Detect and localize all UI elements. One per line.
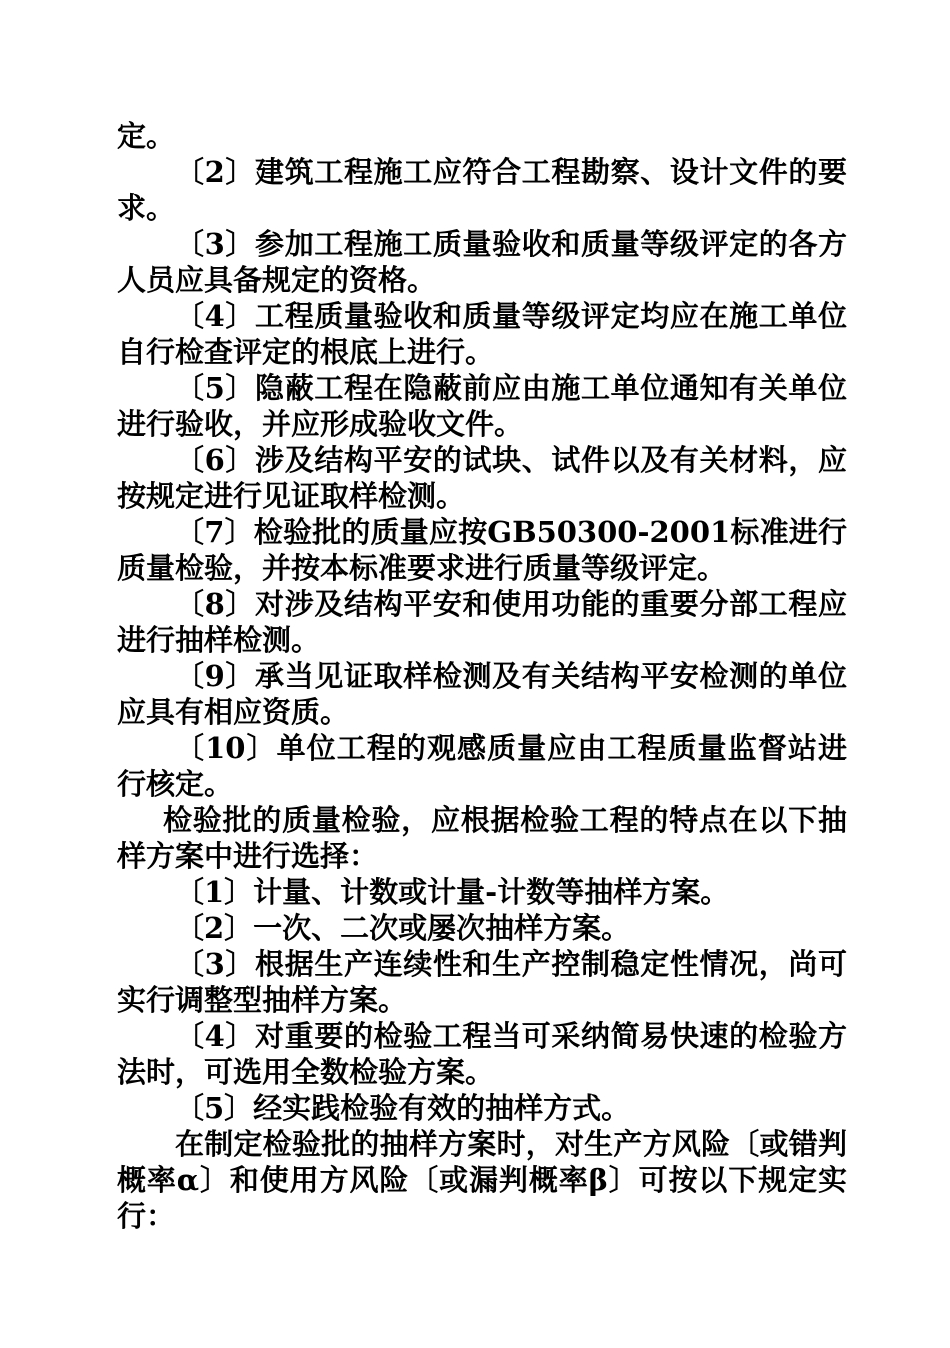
paragraph-fragment: 定。 xyxy=(117,119,176,153)
paragraph-sampling-option-2: 〔2〕一次、二次或屡次抽样方案。 xyxy=(175,911,631,945)
paragraph-item-5-concealed-works: 〔5〕隐蔽工程在隐蔽前应由施工单位通知有关单位进行验收，并应形成验收文件。 xyxy=(117,371,847,441)
paragraph-item-3-qualification: 〔3〕参加工程施工质量验收和质量等级评定的各方人员应具备规定的资格。 xyxy=(117,227,847,297)
paragraph-item-4-self-inspection: 〔4〕工程质量验收和质量等级评定均应在施工单位自行检查评定的根底上进行。 xyxy=(117,299,847,369)
paragraph-item-7-inspection-lot: 〔7〕检验批的质量应按GB50300-2001标准进行质量检验，并按本标准要求进行质量等级评定。 xyxy=(117,515,847,585)
paragraph-item-8-sampling-test: 〔8〕对涉及结构平安和使用功能的重要分部工程应进行抽样检测。 xyxy=(117,587,847,657)
paragraph-item-10-appearance-quality: 〔10〕单位工程的观感质量应由工程质量监督站进行核定。 xyxy=(117,731,847,801)
paragraph-sampling-option-4: 〔4〕对重要的检验工程当可采纳简易快速的检验方法时，可选用全数检验方案。 xyxy=(117,1019,847,1089)
paragraph-sampling-option-1: 〔1〕计量、计数或计量-计数等抽样方案。 xyxy=(175,875,730,909)
paragraph-risk-rules: 在制定检验批的抽样方案时，对生产方风险〔或错判概率α〕和使用方风险〔或漏判概率β〕可按以下规定实行： xyxy=(117,1127,847,1233)
paragraph-item-9-qualified-unit: 〔9〕承当见证取样检测及有关结构平安检测的单位应具有相应资质。 xyxy=(117,659,847,729)
paragraph-sampling-option-3: 〔3〕根据生产连续性和生产控制稳定性情况，尚可实行调整型抽样方案。 xyxy=(117,947,847,1017)
paragraph-sampling-intro: 检验批的质量检验，应根据检验工程的特点在以下抽样方案中进行选择： xyxy=(117,803,847,873)
document-body xyxy=(117,118,847,1234)
paragraph-item-6-witness-sampling: 〔6〕涉及结构平安的试块、试件以及有关材料，应按规定进行见证取样检测。 xyxy=(117,443,847,513)
paragraph-item-2-construction: 〔2〕建筑工程施工应符合工程勘察、设计文件的要求。 xyxy=(117,155,847,225)
paragraph-sampling-option-5: 〔5〕经实践检验有效的抽样方式。 xyxy=(175,1091,631,1125)
